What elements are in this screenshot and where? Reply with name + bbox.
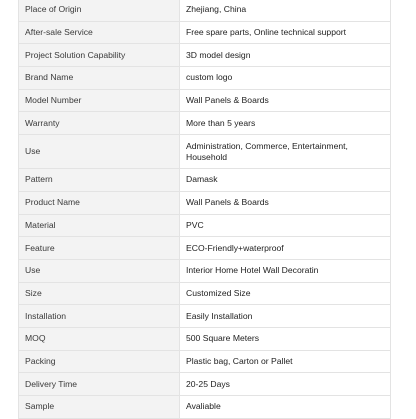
spec-value: Damask: [180, 169, 391, 192]
spec-label: Model Number: [19, 89, 180, 112]
spec-value: Zhejiang, China: [180, 0, 391, 21]
spec-value: PVC: [180, 214, 391, 237]
spec-row-material: [19, 214, 391, 237]
product-spec-table: [18, 0, 391, 419]
spec-row-delivery-time: [19, 373, 391, 396]
spec-value: Free spare parts, Online technical support: [180, 21, 391, 44]
spec-value: ECO-Friendly+waterproof: [180, 237, 391, 260]
spec-row-model-number: [19, 89, 391, 112]
spec-label: Pattern: [19, 169, 180, 192]
spec-label: Brand Name: [19, 67, 180, 90]
spec-label: Product Name: [19, 191, 180, 214]
spec-label: Installation: [19, 305, 180, 328]
spec-value: custom logo: [180, 67, 391, 90]
spec-row-use: [19, 135, 391, 169]
spec-row-sample: [19, 396, 391, 419]
spec-value: Interior Home Hotel Wall Decoratin: [180, 259, 391, 282]
spec-label: Place of Origin: [19, 0, 180, 21]
spec-row-use-2: [19, 259, 391, 282]
spec-row-product-name: [19, 191, 391, 214]
spec-label: Sample: [19, 396, 180, 419]
spec-value: Plastic bag, Carton or Pallet: [180, 350, 391, 373]
spec-value: More than 5 years: [180, 112, 391, 135]
spec-row-after-sale-service: [19, 21, 391, 44]
spec-label: Material: [19, 214, 180, 237]
spec-value: Wall Panels & Boards: [180, 191, 391, 214]
spec-row-project-solution-capability: [19, 44, 391, 67]
spec-row-place-of-origin: [19, 0, 391, 21]
spec-label: After-sale Service: [19, 21, 180, 44]
spec-value: 3D model design: [180, 44, 391, 67]
spec-row-brand-name: [19, 67, 391, 90]
spec-label: Use: [19, 135, 180, 169]
spec-row-moq: [19, 327, 391, 350]
spec-row-warranty: [19, 112, 391, 135]
spec-row-pattern: [19, 169, 391, 192]
spec-value: Administration, Commerce, Entertainment, Household: [180, 135, 391, 169]
spec-row-size: [19, 282, 391, 305]
spec-value: Customized Size: [180, 282, 391, 305]
spec-value: Wall Panels & Boards: [180, 89, 391, 112]
spec-label: Use: [19, 259, 180, 282]
spec-label: Warranty: [19, 112, 180, 135]
spec-label: Feature: [19, 237, 180, 260]
spec-label: Delivery Time: [19, 373, 180, 396]
spec-label: Size: [19, 282, 180, 305]
spec-label: Project Solution Capability: [19, 44, 180, 67]
spec-value: Easily Installation: [180, 305, 391, 328]
spec-value: Avaliable: [180, 396, 391, 419]
spec-row-packing: [19, 350, 391, 373]
spec-label: Packing: [19, 350, 180, 373]
spec-row-installation: [19, 305, 391, 328]
spec-value: 500 Square Meters: [180, 327, 391, 350]
spec-value: 20-25 Days: [180, 373, 391, 396]
spec-row-feature: [19, 237, 391, 260]
spec-label: MOQ: [19, 327, 180, 350]
